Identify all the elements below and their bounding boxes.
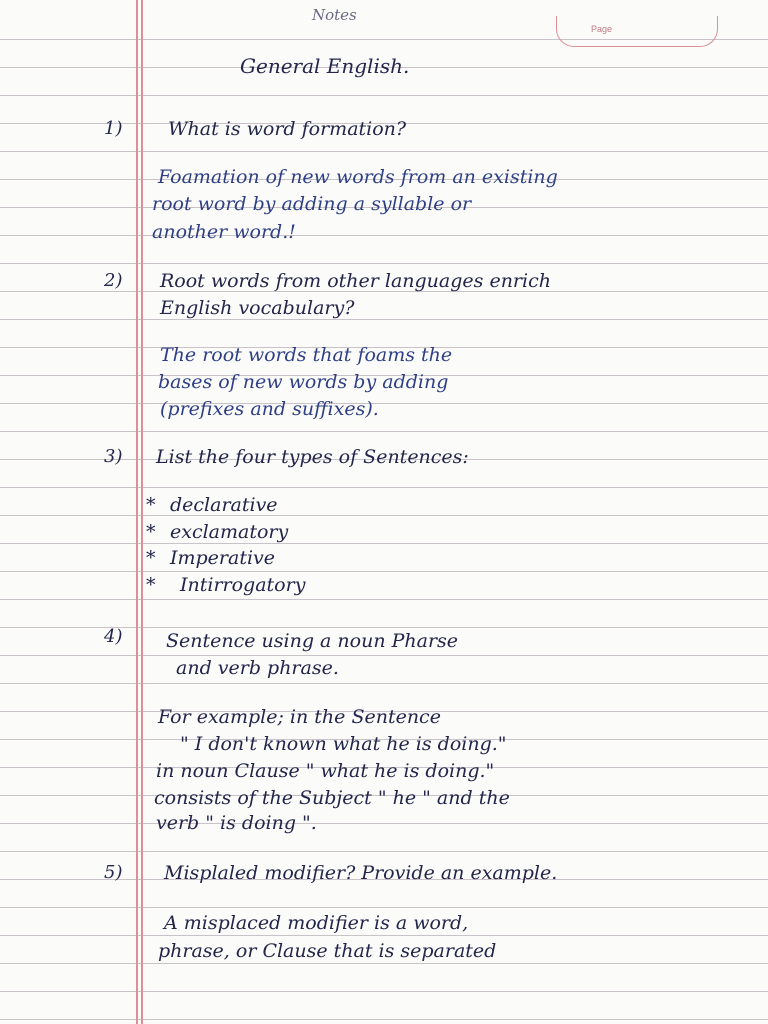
- answer-line: " I don't known what he is doing.": [180, 733, 507, 755]
- top-word: Notes: [312, 6, 357, 24]
- answer-line: consists of the Subject " he " and the: [154, 787, 510, 809]
- question-text: What is word formation?: [168, 118, 407, 140]
- list-item: declarative: [170, 494, 278, 516]
- answer-line: A misplaced modifier is a word,: [164, 912, 469, 934]
- question-text: Misplaled modifier? Provide an example.: [164, 862, 558, 884]
- question-number: 5): [104, 862, 123, 883]
- question-number: 2): [104, 270, 123, 291]
- list-bullet: *: [146, 574, 156, 596]
- answer-line: another word.!: [152, 221, 296, 243]
- answer-line: Foamation of new words from an existing: [158, 166, 558, 188]
- answer-line: The root words that foams the: [160, 344, 453, 366]
- answer-line: in noun Clause " what he is doing.": [156, 760, 495, 782]
- question-number: 1): [104, 118, 123, 139]
- list-item: exclamatory: [170, 521, 289, 543]
- page-label: Page: [591, 24, 613, 34]
- answer-line: (prefixes and suffixes).: [160, 398, 379, 420]
- question-number: 3): [104, 446, 123, 467]
- margin-line: [136, 0, 138, 1024]
- list-bullet: *: [146, 494, 156, 516]
- page-number-box: [556, 16, 718, 47]
- answer-line: verb " is doing ".: [156, 812, 317, 834]
- question-text: Root words from other languages enrich: [160, 270, 551, 292]
- margin-line: [141, 0, 143, 1024]
- page-title: General English.: [240, 54, 410, 78]
- list-item: Imperative: [170, 547, 276, 569]
- question-text: List the four types of Sentences:: [156, 446, 469, 468]
- question-text: English vocabulary?: [160, 297, 355, 319]
- answer-line: bases of new words by adding: [158, 371, 449, 393]
- answer-line: For example; in the Sentence: [158, 706, 441, 728]
- question-text: and verb phrase.: [176, 657, 339, 679]
- answer-line: phrase, or Clause that is separated: [158, 940, 497, 962]
- list-bullet: *: [146, 547, 156, 569]
- list-item: Intirrogatory: [180, 574, 306, 596]
- question-number: 4): [104, 626, 123, 647]
- answer-line: root word by adding a syllable or: [152, 193, 472, 215]
- question-text: Sentence using a noun Pharse: [166, 630, 459, 652]
- list-bullet: *: [146, 521, 156, 543]
